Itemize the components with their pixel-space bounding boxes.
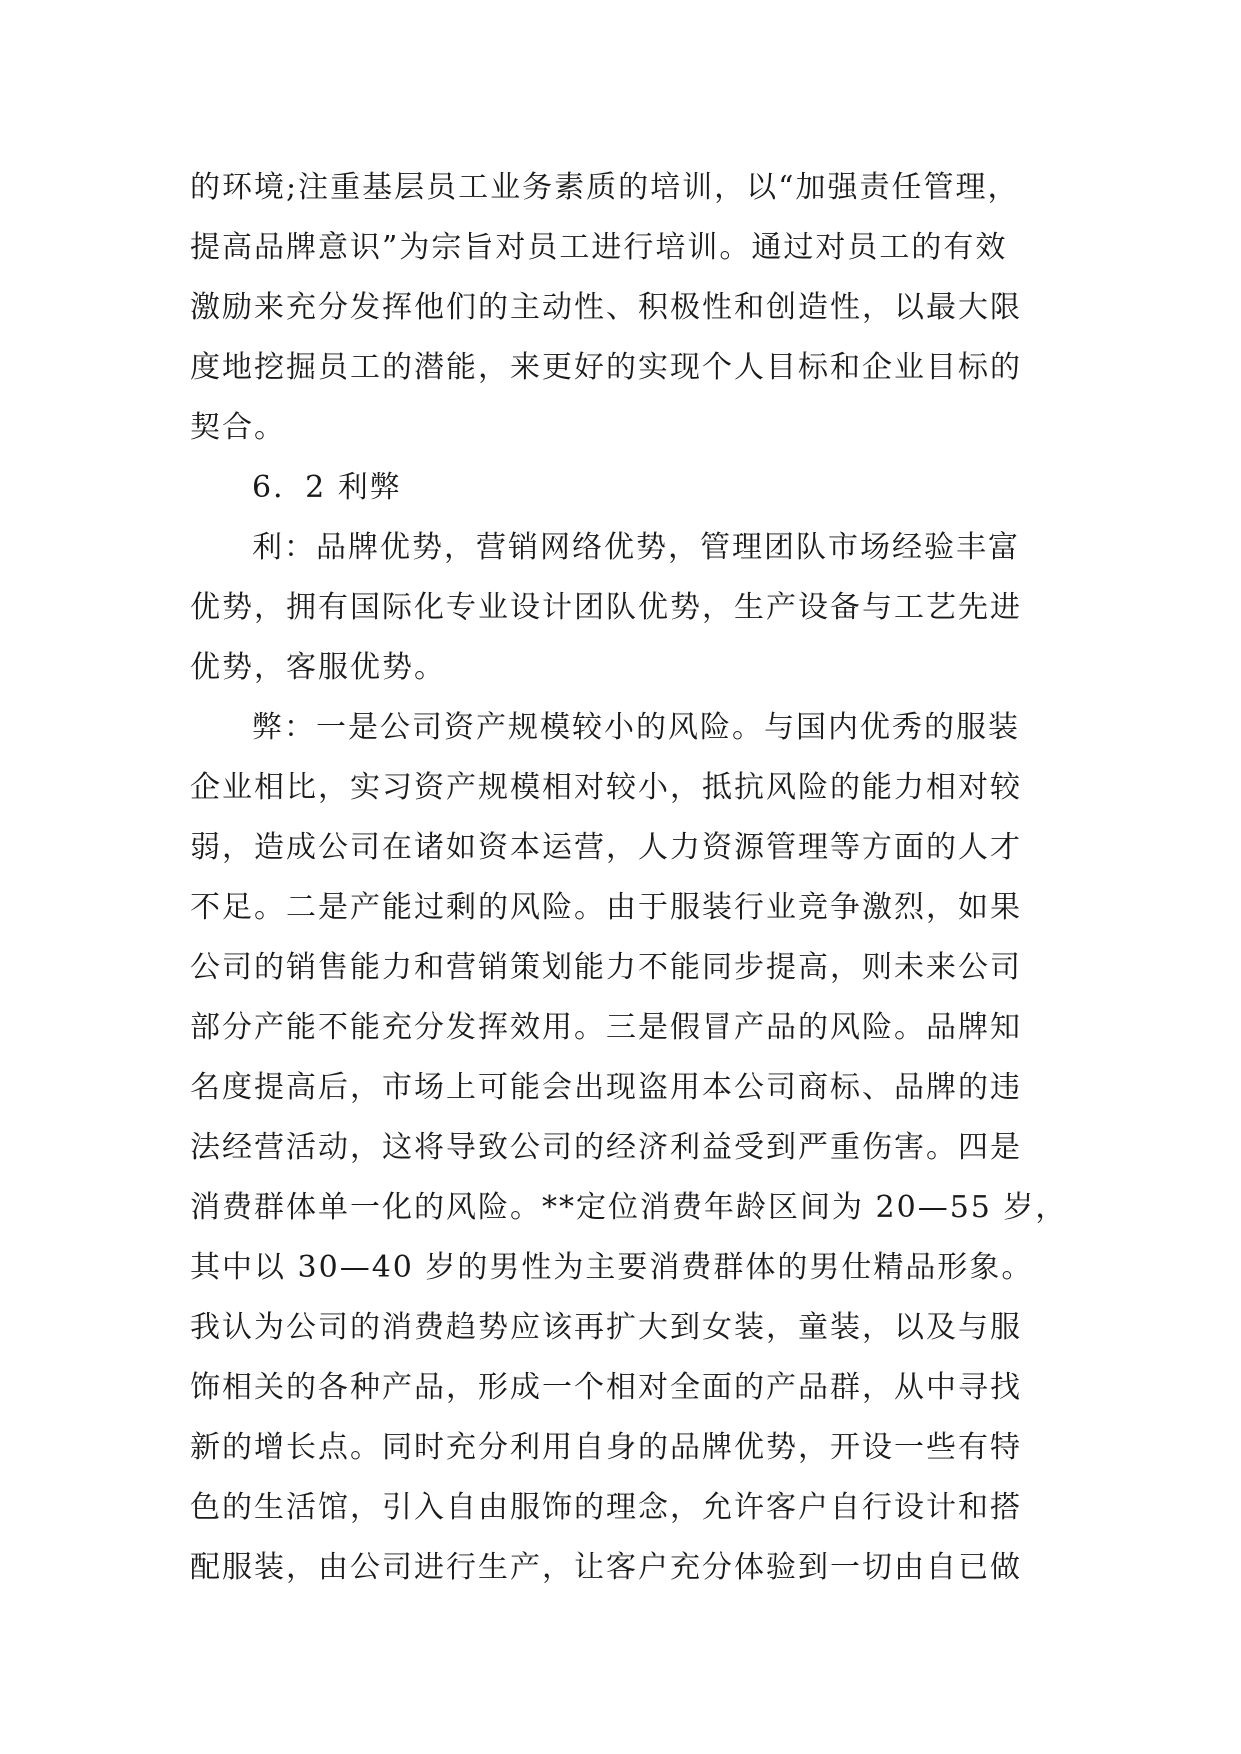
paragraph-line: 其中以 30—40 岁的男性为主要消费群体的男仕精品形象。: [190, 1250, 1034, 1285]
paragraph-line: 度地挖掘员工的潜能，来更好的实现个人目标和企业目标的: [190, 350, 1022, 385]
paragraph-line: 不足。二是产能过剩的风险。由于服装行业竞争激烈，如果: [190, 890, 1022, 925]
paragraph-line: 我认为公司的消费趋势应该再扩大到女装，童装，以及与服: [190, 1310, 1022, 1345]
section-heading: 6．2 利弊: [252, 470, 402, 505]
paragraph-line: 色的生活馆，引入自由服饰的理念，允许客户自行设计和搭: [190, 1490, 1022, 1525]
paragraph-line: 优势，客服优势。: [190, 650, 446, 685]
paragraph-line: 法经营活动，这将导致公司的经济利益受到严重伤害。四是: [190, 1130, 1022, 1165]
paragraph-line: 企业相比，实习资产规模相对较小，抵抗风险的能力相对较: [190, 770, 1022, 805]
paragraph-line: 部分产能不能充分发挥效用。三是假冒产品的风险。品牌知: [190, 1010, 1022, 1045]
paragraph-line: 激励来充分发挥他们的主动性、积极性和创造性，以最大限: [190, 290, 1022, 325]
paragraph-line: 新的增长点。同时充分利用自身的品牌优势，开设一些有特: [190, 1430, 1022, 1465]
paragraph-line: 提高品牌意识”为宗旨对员工进行培训。通过对员工的有效: [190, 230, 1008, 265]
paragraph-line: 优势，拥有国际化专业设计团队优势，生产设备与工艺先进: [190, 590, 1022, 625]
paragraph-line: 弱，造成公司在诸如资本运营，人力资源管理等方面的人才: [190, 830, 1022, 865]
paragraph-line: 消费群体单一化的风险。**定位消费年龄区间为 20—55 岁，: [190, 1190, 1068, 1225]
paragraph-line: 名度提高后，市场上可能会出现盗用本公司商标、品牌的违: [190, 1070, 1022, 1105]
paragraph-line: 配服装，由公司进行生产，让客户充分体验到一切由自已做: [190, 1550, 1022, 1585]
paragraph-line: 弊：一是公司资产规模较小的风险。与国内优秀的服装: [252, 710, 1020, 745]
paragraph-line: 公司的销售能力和营销策划能力不能同步提高，则未来公司: [190, 950, 1022, 985]
paragraph-line: 的环境;注重基层员工业务素质的培训，以“加强责任管理，: [190, 170, 1020, 205]
paragraph-line: 饰相关的各种产品，形成一个相对全面的产品群，从中寻找: [190, 1370, 1022, 1405]
paragraph-line: 契合。: [190, 410, 286, 445]
paragraph-line: 利：品牌优势，营销网络优势，管理团队市场经验丰富: [252, 530, 1020, 565]
